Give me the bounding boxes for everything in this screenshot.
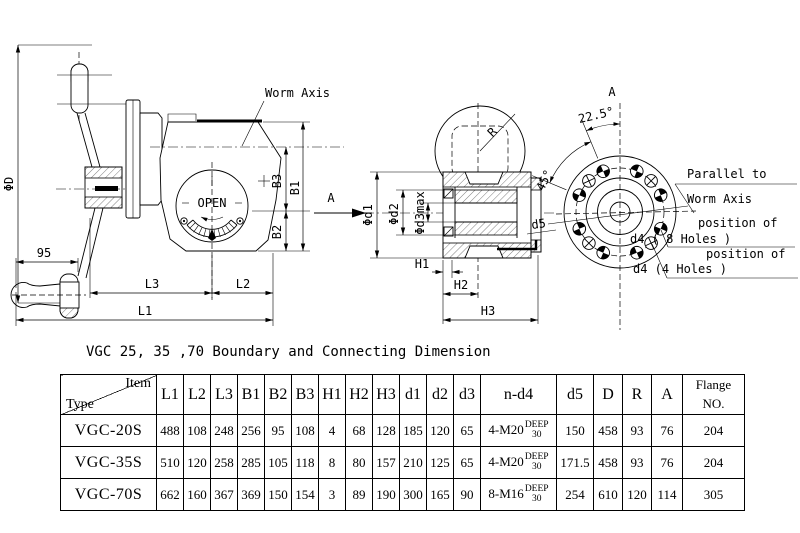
- cell-H3: 157: [373, 447, 400, 479]
- nd4-deep-value: 30: [531, 429, 542, 440]
- nd4-deep-value: 30: [531, 461, 542, 472]
- cell-H1: 3: [319, 479, 346, 511]
- col-header-B2: B2: [265, 375, 292, 415]
- phi-d2-label: Φd2: [387, 203, 401, 225]
- cell-D: 458: [594, 447, 623, 479]
- cell-d3: 90: [454, 479, 481, 511]
- section-body: [443, 172, 541, 258]
- phi-d3max-label: Φd3max: [413, 191, 427, 235]
- table-row-vgc-20s: [61, 415, 745, 447]
- section-view: [314, 103, 556, 324]
- dim-B1-label: B1: [288, 180, 302, 196]
- nd4-deep-label: DEEP: [524, 451, 549, 462]
- cell-B2: 95: [265, 415, 292, 447]
- parallel-note-line1: Parallel to: [687, 167, 767, 181]
- cell-H2: 89: [346, 479, 373, 511]
- nd4-thread: 8-M16: [488, 485, 524, 501]
- flange-view: [527, 85, 798, 330]
- worm-axis-label: Worm Axis: [265, 86, 331, 100]
- col-header-flange-no: [683, 375, 745, 415]
- row-type-label: VGC-70S: [61, 479, 157, 511]
- col-header-D: D: [594, 375, 623, 415]
- cell-L3: 248: [211, 415, 238, 447]
- flange-view-a-label: A: [608, 85, 616, 99]
- col-header-H3: H3: [373, 375, 400, 415]
- col-header-B3: B3: [292, 375, 319, 415]
- col-header-d3: d3: [454, 375, 481, 415]
- view-a-arrow-label: A: [327, 191, 335, 205]
- dim-B2-label: B2: [270, 224, 284, 240]
- cell-B1: 369: [238, 479, 265, 511]
- holes4-note-line1: position of: [706, 247, 786, 261]
- nd4-deep-label: DEEP: [524, 419, 549, 430]
- cell-B2: 150: [265, 479, 292, 511]
- col-header-L2: L2: [184, 375, 211, 415]
- nd4-deep-value: 30: [531, 493, 542, 504]
- cell-L3: 367: [211, 479, 238, 511]
- row-type-label: VGC-35S: [61, 447, 157, 479]
- cell-d1: 185: [400, 415, 427, 447]
- cell-flange-no: 204: [683, 447, 745, 479]
- dim-H2-label: H2: [453, 278, 469, 292]
- cell-d5: 150: [557, 415, 594, 447]
- cell-L1: 510: [157, 447, 184, 479]
- cell-B2: 105: [265, 447, 292, 479]
- drawing-caption: VGC 25, 35 ,70 Boundary and Connecting Dimension: [86, 344, 491, 360]
- cell-d3: 65: [454, 447, 481, 479]
- dim-H1-label: H1: [414, 257, 430, 271]
- cell-d3: 65: [454, 415, 481, 447]
- cell-H2: 68: [346, 415, 373, 447]
- dim-95-label: 95: [36, 246, 52, 260]
- position-4-holes-note: [633, 244, 798, 278]
- cell-A: 114: [652, 479, 683, 511]
- cell-A: 76: [652, 415, 683, 447]
- dim-H3-label: H3: [480, 304, 496, 318]
- d5-label: d5: [530, 216, 547, 232]
- dim-L2-label: L2: [235, 277, 251, 291]
- handwheel-handle: [11, 282, 86, 308]
- dim-angle-22-5: [577, 104, 620, 158]
- holes4-note-line2: d4 (4 Holes ): [633, 262, 727, 276]
- nd4-thread: 4-M20: [488, 453, 524, 469]
- cell-H2: 80: [346, 447, 373, 479]
- col-header-d2: d2: [427, 375, 454, 415]
- cell-H3: 190: [373, 479, 400, 511]
- flange-header-line1: Flange: [695, 376, 732, 392]
- col-header-H1: H1: [319, 375, 346, 415]
- flange-horizontal-centerline: [556, 211, 696, 214]
- holes8-note-line2: d4 ( 8 Holes ): [630, 232, 732, 246]
- table-header-row: [61, 375, 745, 415]
- col-header-H2: H2: [346, 375, 373, 415]
- left-view: [2, 45, 344, 326]
- cell-D: 610: [594, 479, 623, 511]
- cell-flange-no: 204: [683, 415, 745, 447]
- col-header-d5: d5: [557, 375, 594, 415]
- cell-d5: 171.5: [557, 447, 594, 479]
- col-header-A: A: [652, 375, 683, 415]
- cell-n-d4: [481, 479, 557, 511]
- col-header-B1: B1: [238, 375, 265, 415]
- cell-L1: 662: [157, 479, 184, 511]
- cell-B1: 256: [238, 415, 265, 447]
- col-header-R: R: [623, 375, 652, 415]
- phi-d1-label: Φd1: [361, 204, 375, 226]
- col-header-d1: d1: [400, 375, 427, 415]
- cell-d2: 165: [427, 479, 454, 511]
- mounting-flange: [126, 100, 162, 218]
- dim-H2: [443, 278, 478, 294]
- row-type-label: VGC-20S: [61, 415, 157, 447]
- cell-n-d4: [481, 415, 557, 447]
- cell-L2: 160: [184, 479, 211, 511]
- cell-d2: 125: [427, 447, 454, 479]
- cell-H1: 8: [319, 447, 346, 479]
- cell-d2: 120: [427, 415, 454, 447]
- cell-d1: 300: [400, 479, 427, 511]
- cell-R: 93: [623, 447, 652, 479]
- cell-D: 458: [594, 415, 623, 447]
- cell-L2: 120: [184, 447, 211, 479]
- cell-B3: 118: [292, 447, 319, 479]
- dim-L2: [212, 253, 273, 326]
- cell-n-d4: [481, 447, 557, 479]
- dim-B3-label: B3: [270, 173, 284, 189]
- dim-L3-label: L3: [144, 277, 160, 291]
- table-row-vgc-35s: [61, 447, 745, 479]
- col-header-L1: L1: [157, 375, 184, 415]
- parallel-note: [675, 167, 797, 213]
- cell-d1: 210: [400, 447, 427, 479]
- cell-H1: 4: [319, 415, 346, 447]
- cell-L3: 258: [211, 447, 238, 479]
- radius-r-label: R: [484, 124, 500, 140]
- section-view-arrow-a: [314, 191, 366, 218]
- gearbox-body: [150, 114, 344, 251]
- cell-flange-no: 305: [683, 479, 745, 511]
- dim-L1-label: L1: [137, 304, 153, 318]
- dim-angle-45: [532, 142, 591, 193]
- corner-item-label: Item: [125, 376, 151, 391]
- cell-R: 93: [623, 415, 652, 447]
- table-row-vgc-70s: [61, 479, 745, 511]
- cell-L2: 108: [184, 415, 211, 447]
- nd4-deep-label: DEEP: [524, 483, 549, 494]
- dimension-table: [60, 374, 745, 511]
- cell-B3: 154: [292, 479, 319, 511]
- holes8-note-line1: position of: [698, 216, 778, 230]
- col-header-L3: L3: [211, 375, 238, 415]
- cell-B3: 108: [292, 415, 319, 447]
- angle-45-label: 45°: [533, 167, 556, 194]
- parallel-note-line2: Worm Axis: [687, 192, 753, 206]
- corner-type-label: Type: [66, 397, 94, 412]
- cell-B1: 285: [238, 447, 265, 479]
- position-8-holes-note: [630, 216, 795, 247]
- cell-L1: 488: [157, 415, 184, 447]
- flange-header-line2: NO.: [702, 395, 725, 411]
- cell-R: 120: [623, 479, 652, 511]
- dim-phi-d1: [361, 172, 443, 258]
- nd4-thread: 4-M20: [488, 421, 524, 437]
- open-label: OPEN: [197, 196, 227, 210]
- cell-H3: 128: [373, 415, 400, 447]
- angle-22-5-label: 22.5°: [576, 104, 616, 126]
- cell-d5: 254: [557, 479, 594, 511]
- cell-A: 76: [652, 447, 683, 479]
- col-header-n-d4: n-d4: [481, 375, 557, 415]
- table-corner-cell: [61, 375, 157, 415]
- phiD-label: ΦD: [2, 176, 16, 192]
